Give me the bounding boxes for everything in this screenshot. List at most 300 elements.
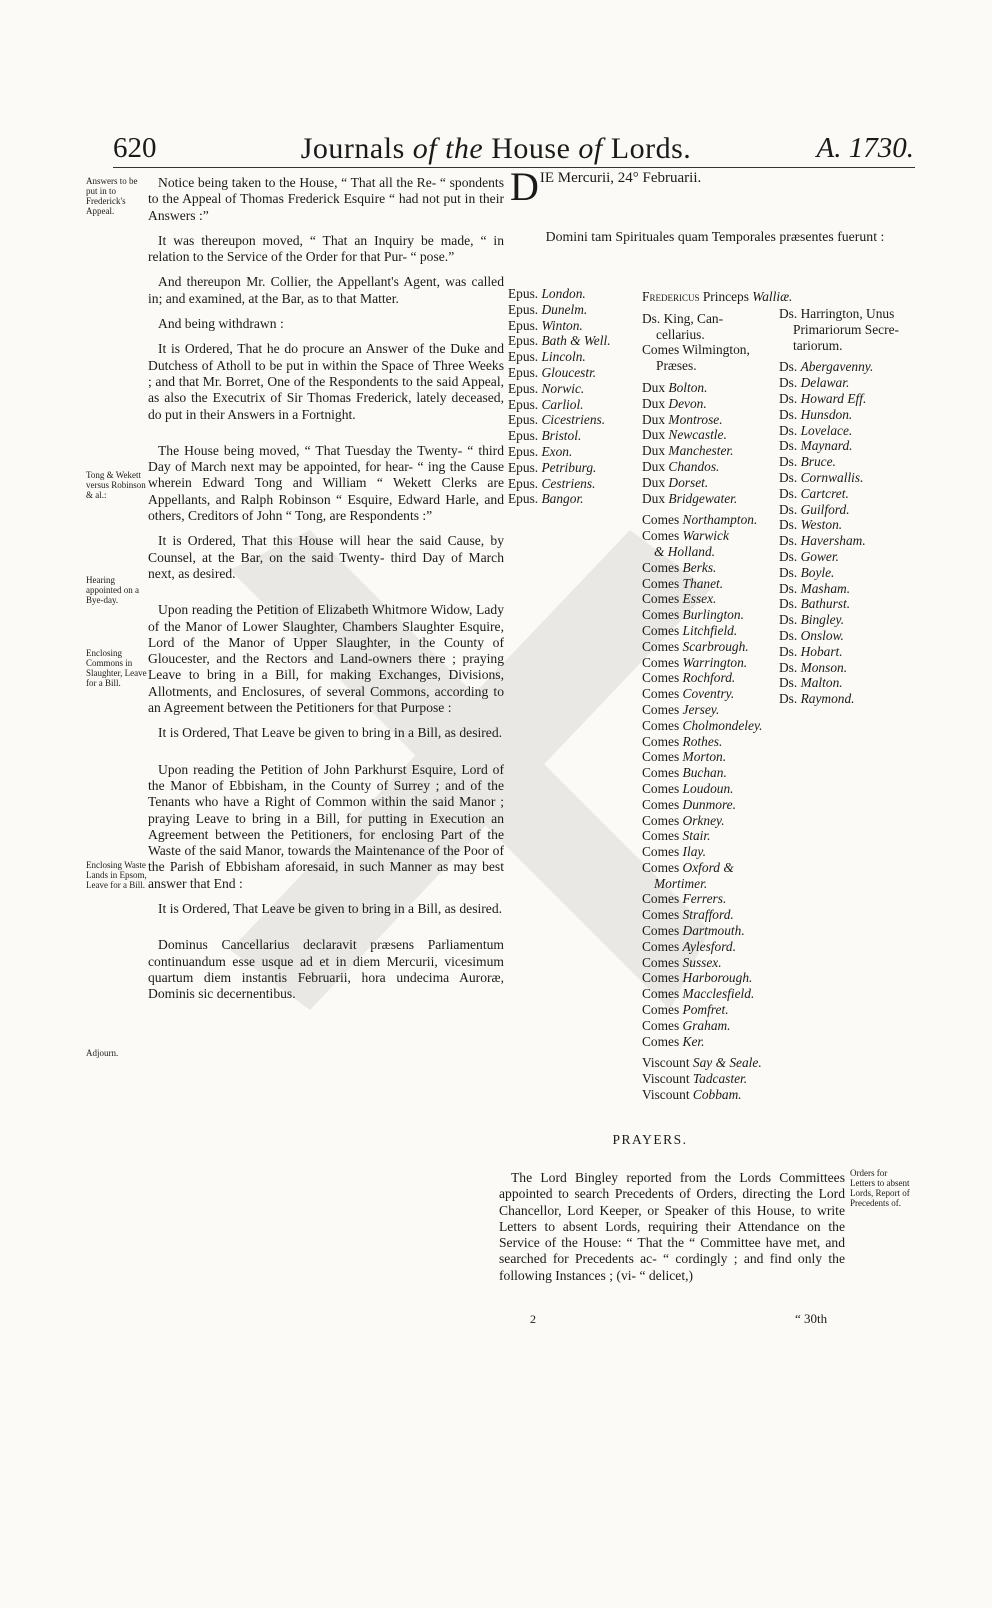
- bishop-entry: [508, 349, 611, 365]
- secretary-entry: [779, 306, 899, 353]
- margin-note: Enclosing Commons in Slaughter, Leave for a Bill.: [86, 648, 147, 688]
- bishop-name: Norwic.: [541, 380, 585, 396]
- baron-entry: [779, 628, 899, 644]
- baron-name: Malton.: [800, 675, 843, 691]
- earl-prefix: Comes: [642, 686, 683, 702]
- bishop-name: Carliol.: [541, 396, 584, 412]
- duke-name: Dorset.: [668, 474, 709, 490]
- duke-name: Bolton.: [668, 379, 708, 395]
- baron-prefix: Ds.: [779, 659, 801, 675]
- baron-prefix: Ds.: [779, 675, 801, 691]
- bishop-prefix: Epus.: [508, 475, 542, 491]
- bishop-prefix: Epus.: [508, 333, 542, 349]
- earls-list: [642, 512, 792, 1049]
- earl-entry: [642, 686, 792, 702]
- chancellor-line: Ds. King, Can-: [642, 310, 724, 326]
- baron-name: Boyle.: [800, 564, 835, 580]
- viscount-entry: [642, 1071, 792, 1087]
- paragraph: It is Ordered, That he do procure an Answer of the Duke and Dutchess of Atholl to be put in within the Space of Three Weeks ; and that Mr. Borret, One of the Respondents to the said Appeal, as also the Executrix of Sir Thomas Frederick, lately deceased, do put in their Answers in a Fortnight.: [148, 341, 504, 422]
- bishop-prefix: Epus.: [508, 428, 542, 444]
- bishop-entry: [508, 476, 611, 492]
- bishop-name: London.: [541, 286, 586, 301]
- earl-name: Warwick: [682, 528, 729, 544]
- viscount-prefix: Viscount: [642, 1087, 693, 1103]
- earl-prefix: Comes: [642, 622, 683, 638]
- earl-prefix: Comes: [642, 891, 683, 907]
- earl-prefix: Comes: [642, 780, 683, 796]
- duke-name: Newcastle.: [668, 427, 727, 443]
- earl-prefix: Comes: [642, 749, 683, 765]
- baron-name: Weston.: [800, 517, 843, 533]
- bishop-prefix: Epus.: [508, 301, 542, 317]
- earl-name: Strafford.: [682, 907, 734, 923]
- earl-prefix: Comes: [642, 812, 683, 828]
- earl-prefix: Comes: [642, 670, 683, 686]
- duke-entry: [642, 459, 792, 475]
- earl-name: & Holland.: [654, 543, 716, 559]
- earl-prefix: Comes: [642, 1033, 683, 1049]
- earl-entry: [642, 528, 792, 544]
- earl-name: Orkney.: [682, 812, 725, 828]
- earl-name: Buchan.: [682, 765, 727, 781]
- baron-entry: [779, 423, 899, 439]
- viscount-name: Tadcaster.: [692, 1071, 748, 1087]
- margin-note: Adjourn.: [86, 1048, 119, 1058]
- dukes-list: [642, 380, 792, 506]
- duke-prefix: Dux: [642, 458, 669, 474]
- earl-entry: [642, 670, 792, 686]
- earl-entry: [642, 765, 792, 781]
- duke-prefix: Dux: [642, 443, 669, 459]
- duke-name: Bridgewater.: [668, 490, 738, 506]
- president-line: Comes Wilmington,: [642, 342, 750, 358]
- baron-prefix: Ds.: [779, 564, 801, 580]
- duke-prefix: Dux: [642, 411, 669, 427]
- bishop-prefix: Epus.: [508, 491, 542, 507]
- bishop-prefix: Epus.: [508, 364, 542, 380]
- earl-prefix: Comes: [642, 701, 683, 717]
- baron-prefix: Ds.: [779, 438, 801, 454]
- baron-entry: [779, 549, 899, 565]
- prince-title: Princeps: [702, 289, 749, 304]
- baron-entry: [779, 438, 899, 454]
- baron-entry: [779, 359, 899, 375]
- earl-entry: [642, 907, 792, 923]
- earl-entry: [642, 828, 792, 844]
- title-word: Journals: [300, 132, 405, 165]
- chancellor-entry: [642, 311, 792, 343]
- bishop-name: Winton.: [541, 317, 583, 333]
- chancellor-line: cellarius.: [656, 326, 705, 342]
- duke-entry: [642, 412, 792, 428]
- earl-entry: [642, 607, 792, 623]
- baron-entry: [779, 675, 899, 691]
- earl-entry: [642, 939, 792, 955]
- baron-entry: [779, 533, 899, 549]
- earl-name: Dunmore.: [682, 796, 736, 812]
- earl-name: Graham.: [682, 1017, 731, 1033]
- duke-name: Devon.: [668, 395, 707, 411]
- duke-name: Chandos.: [668, 458, 720, 474]
- bishop-prefix: Epus.: [508, 380, 542, 396]
- bishop-prefix: Epus.: [508, 317, 542, 333]
- baron-name: Bingley.: [800, 612, 845, 628]
- president-entry: [642, 342, 792, 374]
- bishop-name: Gloucestr.: [541, 364, 597, 380]
- earl-name: Ferrers.: [682, 891, 727, 907]
- earl-entry: [642, 970, 792, 986]
- earl-entry: [642, 923, 792, 939]
- paragraph: And being withdrawn :: [158, 316, 284, 332]
- title-word: Lords.: [610, 132, 692, 165]
- earl-entry: [642, 749, 792, 765]
- prince-name: Fredericus: [642, 289, 700, 304]
- earl-prefix: Comes: [642, 923, 683, 939]
- baron-entry: [779, 486, 899, 502]
- baron-prefix: Ds.: [779, 627, 801, 643]
- duke-entry: [642, 475, 792, 491]
- earl-prefix: Comes: [642, 844, 683, 860]
- baron-name: Maynard.: [800, 438, 853, 454]
- viscount-entry: [642, 1055, 792, 1071]
- secretary-line: Ds. Harrington, Unus: [779, 306, 895, 321]
- earl-name: Thanet.: [682, 575, 724, 591]
- bishop-name: Exon.: [541, 443, 573, 459]
- earl-name: Dartmouth.: [682, 923, 745, 939]
- earl-entry: [642, 639, 792, 655]
- baron-name: Gower.: [800, 548, 839, 564]
- baron-entry: [779, 502, 899, 518]
- baron-name: Bathurst.: [800, 596, 851, 612]
- earl-entry: [642, 876, 792, 892]
- margin-note: Enclosing Waste Lands in Epsom, Leave for a Bill.: [86, 860, 147, 890]
- duke-prefix: Dux: [642, 395, 669, 411]
- viscount-name: Say & Seale.: [692, 1055, 762, 1071]
- baron-prefix: Ds.: [779, 517, 801, 533]
- viscount-entry: [642, 1087, 792, 1103]
- earl-name: Jersey.: [682, 701, 720, 717]
- prince-line: [642, 289, 792, 305]
- earl-prefix: Comes: [642, 986, 683, 1002]
- report-paragraph: [499, 1170, 845, 1284]
- duke-name: Manchester.: [668, 443, 734, 459]
- duke-entry: [642, 380, 792, 396]
- duke-prefix: Dux: [642, 427, 669, 443]
- baron-name: Abergavenny.: [800, 359, 874, 375]
- duke-entry: [642, 443, 792, 459]
- earl-entry: [642, 591, 792, 607]
- bishop-entry: [508, 428, 611, 444]
- earl-entry: [642, 655, 792, 671]
- bishops-list: [508, 286, 611, 507]
- baron-entry: [779, 596, 899, 612]
- date-text: IE Mercurii, 24° Februarii.: [539, 170, 702, 186]
- earl-entry: [642, 702, 792, 718]
- earl-prefix: Comes: [642, 954, 683, 970]
- baron-entry: [779, 565, 899, 581]
- paragraph: It is Ordered, That Leave be given to bring in a Bill, as desired.: [158, 725, 503, 741]
- earl-prefix: Comes: [642, 607, 683, 623]
- duke-prefix: Dux: [642, 490, 669, 506]
- bishop-entry: [508, 333, 611, 349]
- viscount-prefix: Viscount: [642, 1071, 693, 1087]
- earl-prefix: Comes: [642, 654, 683, 670]
- left-column: [148, 175, 504, 1011]
- barons-list: [779, 359, 899, 707]
- earl-name: Warrington.: [682, 654, 748, 670]
- baron-prefix: Ds.: [779, 533, 801, 549]
- earl-name: Burlington.: [682, 607, 744, 623]
- earl-name: Ilay.: [682, 844, 706, 860]
- earl-prefix: Comes: [642, 765, 683, 781]
- earl-name: Macclesfield.: [682, 986, 755, 1002]
- bishop-name: Bristol.: [541, 428, 582, 444]
- earl-name: Berks.: [682, 559, 717, 575]
- baron-prefix: Ds.: [779, 485, 801, 501]
- bishop-entry: [508, 444, 611, 460]
- paragraph: It is Ordered, That this House will hear the said Cause, by Counsel, at the Bar, on the said Twenty- third Day of March next, as desired.: [148, 533, 504, 581]
- lords-middle-column: [642, 289, 792, 1103]
- lords-right-column: [779, 306, 899, 707]
- baron-name: Hobart.: [800, 643, 843, 659]
- duke-entry: [642, 396, 792, 412]
- baron-prefix: Ds.: [779, 596, 801, 612]
- earl-prefix: Comes: [642, 796, 683, 812]
- baron-prefix: Ds.: [779, 548, 801, 564]
- signature-mark: 2: [530, 1312, 536, 1326]
- president-line: Præses.: [656, 358, 697, 374]
- earl-name: Sussex.: [682, 954, 722, 970]
- running-header: [0, 132, 992, 172]
- drop-cap: D: [510, 164, 539, 209]
- bishop-prefix: Epus.: [508, 459, 542, 475]
- earl-prefix: Comes: [642, 938, 683, 954]
- paragraph: It was thereupon moved, “ That an Inquiry be made, “ in relation to the Service of the Order for that Pur- “ pose.”: [148, 232, 504, 265]
- bishop-name: Bath & Well.: [541, 333, 611, 349]
- earl-name: Ker.: [682, 1033, 705, 1049]
- earl-entry: [642, 1034, 792, 1050]
- earl-name: Cholmondeley.: [682, 717, 763, 733]
- duke-entry: [642, 491, 792, 507]
- earl-prefix: Comes: [642, 828, 683, 844]
- earl-prefix: Comes: [642, 1002, 683, 1018]
- earl-entry: [642, 1002, 792, 1018]
- earl-prefix: Comes: [642, 733, 683, 749]
- baron-prefix: Ds.: [779, 359, 801, 375]
- secretary-line: tariorum.: [793, 337, 843, 353]
- baron-entry: [779, 517, 899, 533]
- duke-name: Montrose.: [668, 411, 723, 427]
- bishop-name: Lincoln.: [541, 349, 586, 365]
- paragraph: It is Ordered, That Leave be given to bring in a Bill, as desired.: [158, 900, 503, 916]
- baron-name: Cornwallis.: [800, 469, 864, 485]
- bishop-prefix: Epus.: [508, 286, 542, 301]
- earl-entry: [642, 734, 792, 750]
- paragraph: Upon reading the Petition of John Parkhurst Esquire, Lord of the Manor of Ebbisham, in the County of Surrey ; and of the Tenants who have a Right of Common within the said Manor ; praying Leave to bring in a Bill, for putting in Execution an Agreement between the Petitioners, for enclosing Part of the Waste of the said Manor, towards the Maintenance of the Poor of the Parish of Ebbisham aforesaid, in such Manner as may best answer that End :: [148, 761, 504, 891]
- earl-entry: [642, 512, 792, 528]
- earl-entry: [642, 576, 792, 592]
- baron-name: Raymond.: [800, 691, 855, 707]
- earl-entry: [642, 860, 792, 876]
- earl-prefix: Comes: [642, 591, 683, 607]
- baron-name: Lovelace.: [800, 422, 853, 438]
- viscount-name: Cobbam.: [692, 1087, 742, 1103]
- bishop-entry: [508, 491, 611, 507]
- baron-name: Onslow.: [800, 627, 844, 643]
- earl-entry: [642, 1018, 792, 1034]
- baron-prefix: Ds.: [779, 422, 801, 438]
- baron-prefix: Ds.: [779, 390, 801, 406]
- paragraph: And thereupon Mr. Collier, the Appellant's Agent, was called in; and examined, at the Bar, as to that Matter.: [148, 274, 504, 306]
- earl-entry: [642, 813, 792, 829]
- catchword: “ 30th: [795, 1311, 828, 1326]
- bishop-name: Dunelm.: [541, 301, 588, 317]
- baron-name: Monson.: [800, 659, 848, 675]
- bishop-prefix: Epus.: [508, 349, 542, 365]
- baron-name: Haversham.: [800, 533, 866, 549]
- earl-prefix: Comes: [642, 970, 683, 986]
- baron-name: Bruce.: [800, 454, 836, 470]
- baron-name: Hunsdon.: [800, 406, 853, 422]
- earl-entry: [642, 891, 792, 907]
- paragraph: The House being moved, “ That Tuesday the Twenty- “ third Day of March next may be appointed, for hear- “ ing the Cause wherein Edward Tong and William “ Wekett Clerks are Appellants, and Ralph Robinson “ Esquire, Edward Harle, and others, Creditors of John “ Tong, are Respondents :”: [148, 442, 504, 524]
- baron-prefix: Ds.: [779, 643, 801, 659]
- earl-prefix: Comes: [642, 638, 683, 654]
- earl-entry: [642, 781, 792, 797]
- earl-name: Coventry.: [682, 686, 735, 702]
- bishop-name: Bangor.: [541, 491, 584, 507]
- earl-name: Loudoun.: [682, 780, 734, 796]
- earl-name: Litchfield.: [682, 622, 738, 638]
- title-word: the: [445, 132, 484, 165]
- earl-prefix: Comes: [642, 717, 683, 733]
- title-word: of: [578, 132, 603, 165]
- page-number: 620: [113, 132, 157, 164]
- earl-prefix: Comes: [642, 907, 683, 923]
- margin-note: Answers to be put in to Frederick's Appeal.: [86, 176, 138, 216]
- bishop-prefix: Epus.: [508, 412, 542, 428]
- baron-prefix: Ds.: [779, 580, 801, 596]
- bishop-prefix: Epus.: [508, 396, 542, 412]
- baron-name: Howard Eff.: [800, 390, 867, 406]
- earl-name: Aylesford.: [682, 938, 736, 954]
- baron-entry: [779, 407, 899, 423]
- baron-entry: [779, 581, 899, 597]
- baron-prefix: Ds.: [779, 454, 801, 470]
- bishop-entry: [508, 318, 611, 334]
- earl-entry: [642, 544, 792, 560]
- bishop-entry: [508, 286, 611, 302]
- margin-note: Tong & Wekett versus Robinson & al.:: [86, 470, 146, 500]
- baron-prefix: Ds.: [779, 469, 801, 485]
- baron-name: Guilford.: [800, 501, 850, 517]
- margin-note: Hearing appointed on a Bye-day.: [86, 575, 139, 605]
- baron-entry: [779, 454, 899, 470]
- earl-entry: [642, 560, 792, 576]
- earl-name: Harborough.: [682, 970, 753, 986]
- bishop-entry: [508, 412, 611, 428]
- paragraph: The Lord Bingley reported from the Lords Committees appointed to search Precedents of Orders, directing the Lord Chancellor, Lord Keeper, or Speaker of this House, to write Letters to absent Lords, requiring their Attendance on the Service of the House: “ That the “ Committee have met, and searched for Precedents ac- “ cordingly ; and find only the following Instances ; (vi- “ delicet,): [499, 1170, 845, 1283]
- baron-prefix: Ds.: [779, 691, 801, 707]
- earl-prefix: Comes: [642, 1017, 683, 1033]
- date-heading: [510, 164, 702, 209]
- baron-entry: [779, 691, 899, 707]
- title-word: of: [412, 132, 438, 165]
- bishop-prefix: Epus.: [508, 443, 542, 459]
- baron-entry: [779, 612, 899, 628]
- attendance-heading: Domini tam Spirituales quam Temporales præsentes fuerunt :: [545, 229, 885, 244]
- baron-prefix: Ds.: [779, 375, 801, 391]
- bishop-entry: [508, 381, 611, 397]
- earl-entry: [642, 623, 792, 639]
- baron-entry: [779, 470, 899, 486]
- prayers-heading: PRAYERS.: [612, 1132, 688, 1147]
- viscount-prefix: Viscount: [642, 1055, 693, 1071]
- bishop-name: Petriburg.: [541, 459, 597, 475]
- baron-name: Masham.: [800, 580, 851, 596]
- baron-name: Cartcret.: [800, 485, 849, 501]
- earl-prefix: Comes: [642, 859, 683, 875]
- duke-prefix: Dux: [642, 379, 669, 395]
- earl-entry: [642, 718, 792, 734]
- earl-name: Stair.: [682, 828, 711, 844]
- baron-entry: [779, 375, 899, 391]
- earl-name: Oxford &: [682, 859, 734, 875]
- baron-name: Delawar.: [800, 375, 850, 391]
- earl-name: Northampton.: [682, 512, 758, 528]
- bishop-entry: [508, 365, 611, 381]
- earl-name: Scarbrough.: [682, 638, 749, 654]
- earl-name: Essex.: [682, 591, 717, 607]
- earl-entry: [642, 797, 792, 813]
- secretary-line: Primariorum Secre-: [793, 321, 899, 337]
- prince-place: Walliæ.: [752, 289, 793, 304]
- earl-entry: [642, 844, 792, 860]
- bishop-entry: [508, 302, 611, 318]
- bishop-name: Cicestriens.: [541, 412, 606, 428]
- bishop-entry: [508, 460, 611, 476]
- paragraph: Upon reading the Petition of Elizabeth Whitmore Widow, Lady of the Manor of Lower Slaughter, Chambers Slaughter Esquire, Lord of the Manor of Upper Slaughter, in the County of Gloucester, and the Rectors and Land-owners there ; praying Leave to bring in a Bill, for making Exchanges, Divisions, Allotments, and Enclosures, of several Commons, according to an Agreement between the Petitioners for that Purpose :: [148, 602, 504, 716]
- bishop-name: Cestriens.: [541, 475, 596, 491]
- title-word: House: [491, 132, 571, 165]
- earl-prefix: Comes: [642, 575, 683, 591]
- margin-note: Orders for Letters to absent Lords, Report of Precedents of.: [850, 1168, 910, 1208]
- viscounts-list: [642, 1055, 792, 1102]
- bishop-entry: [508, 397, 611, 413]
- earl-entry: [642, 986, 792, 1002]
- duke-prefix: Dux: [642, 474, 669, 490]
- paragraph: Dominus Cancellarius declaravit præsens Parliamentum continuandum esse usque ad et in diem Mercurii, vicesimum quartum diem instantis Februarii, hora undecima Auroræ, Dominis sic decernentibus.: [148, 937, 504, 1002]
- baron-prefix: Ds.: [779, 406, 801, 422]
- paragraph: Notice being taken to the House, “ That all the Re- “ spondents to the Appeal of Thomas Frederick Esquire “ had not put in their Answers :”: [148, 175, 504, 223]
- earl-name: Mortimer.: [654, 875, 708, 891]
- earl-name: Rochford.: [682, 670, 736, 686]
- earl-entry: [642, 955, 792, 971]
- baron-entry: [779, 644, 899, 660]
- baron-prefix: Ds.: [779, 501, 801, 517]
- baron-prefix: Ds.: [779, 612, 801, 628]
- earl-prefix: Comes: [642, 512, 683, 528]
- earl-prefix: Comes: [642, 559, 683, 575]
- baron-entry: [779, 391, 899, 407]
- earl-name: Morton.: [682, 749, 727, 765]
- earl-name: Pomfret.: [682, 1002, 729, 1018]
- earl-prefix: Comes: [642, 528, 683, 544]
- earl-name: Rothes.: [682, 733, 723, 749]
- duke-entry: [642, 427, 792, 443]
- baron-entry: [779, 660, 899, 676]
- year: A. 1730.: [816, 132, 914, 164]
